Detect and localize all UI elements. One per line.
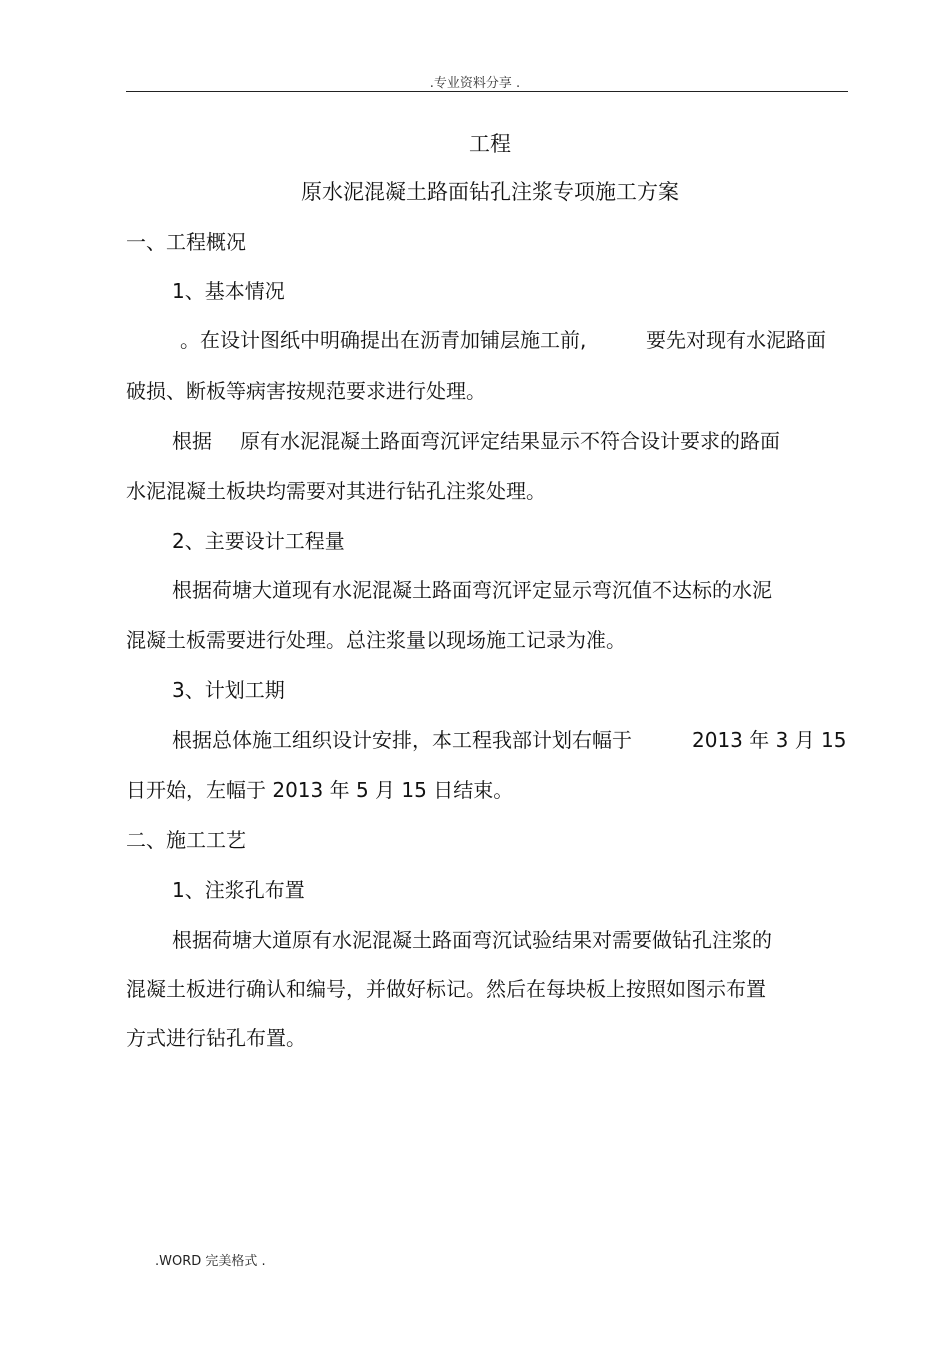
- paragraph-line: 混凝土板需要进行处理。总注浆量以现场施工记录为准。: [126, 628, 626, 652]
- paragraph-line: 要先对现有水泥路面: [646, 328, 826, 352]
- paragraph-line: 混凝土板进行确认和编号，并做好标记。然后在每块板上按照如图示布置: [126, 977, 766, 1001]
- paragraph-line: 原有水泥混凝土路面弯沉评定结果显示不符合设计要求的路面: [240, 429, 780, 453]
- subsection-heading-quantity: 2、主要设计工程量: [172, 529, 345, 553]
- page-header: .专业资料分享 .: [429, 76, 521, 91]
- page-footer: .WORD 完美格式 .: [155, 1254, 266, 1269]
- paragraph-line: 根据荷塘大道原有水泥混凝土路面弯沉试验结果对需要做钻孔注浆的: [172, 928, 772, 952]
- paragraph-line: 。在设计图纸中明确提出在沥青加铺层施工前,: [180, 328, 587, 352]
- paragraph-line: 方式进行钻孔布置。: [126, 1026, 306, 1050]
- section-heading-overview: 一、工程概况: [126, 230, 246, 254]
- paragraph-line: 日开始，左幅于 2013 年 5 月 15 日结束。: [126, 778, 514, 802]
- subsection-heading-schedule: 3、计划工期: [172, 678, 285, 702]
- paragraph-line: 破损、断板等病害按规范要求进行处理。: [126, 379, 486, 403]
- paragraph-line: 水泥混凝土板块均需要对其进行钻孔注浆处理。: [126, 479, 546, 503]
- document-subtitle: 原水泥混凝土路面钻孔注浆专项施工方案: [301, 180, 679, 204]
- paragraph-line: 根据总体施工组织设计安排，本工程我部计划右幅于: [172, 728, 632, 752]
- paragraph-line: 2013 年 3 月 15: [692, 728, 847, 752]
- document-title: 工程: [469, 132, 511, 156]
- paragraph-line: 根据: [172, 429, 212, 453]
- subsection-heading-holes: 1、注浆孔布置: [172, 878, 305, 902]
- subsection-heading-basic: 1、基本情况: [172, 279, 285, 303]
- paragraph-line: 根据荷塘大道现有水泥混凝土路面弯沉评定显示弯沉值不达标的水泥: [172, 578, 772, 602]
- header-rule: [126, 91, 848, 92]
- section-heading-process: 二、施工工艺: [126, 828, 246, 852]
